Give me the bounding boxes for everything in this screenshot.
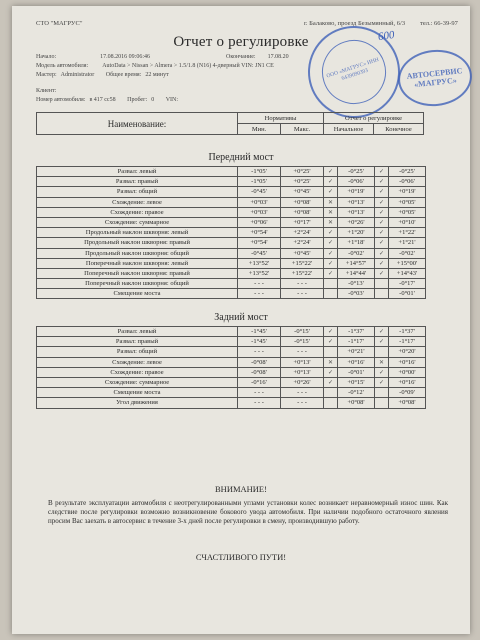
row-name: Развал: правый [37, 337, 238, 347]
warning-text: В результате эксплуатации автомобиля с неотрегулированными углами установки колес возникает неравномерный износ шин. Как следствие после регулировки возможно возникновение бокового увода автомобиля. При наличии подобного остаточного явления просим Вас заехать в автосервис в течение 3-х дней после регулировки в смену, производившую работу. [48, 499, 448, 525]
row-name: Смещение моста [37, 388, 238, 398]
row-min: -0°08' [238, 367, 281, 377]
table-row [37, 238, 426, 248]
row-initial: +14°57' [338, 258, 375, 268]
table-row [37, 327, 426, 337]
table-row [37, 337, 426, 347]
row-name: Развал: правый [37, 177, 238, 187]
col-min: Мин. [238, 124, 281, 135]
row-name: Поперечный наклон шкворня: левый [37, 258, 238, 268]
row-final-check: ✓ [375, 207, 389, 217]
row-min: -1°45' [238, 327, 281, 337]
oval-stamp: АВТОСЕРВИС «МАГРУС» [395, 46, 474, 109]
row-initial: -0°13' [338, 279, 375, 289]
table-row [37, 268, 426, 278]
row-min: +0°54' [238, 228, 281, 238]
row-initial: +0°13' [338, 197, 375, 207]
meta-start: Начало: 17.08.2016 09:06:46 [36, 54, 150, 60]
row-max: -0°15' [281, 337, 324, 347]
row-min: +13°52' [238, 268, 281, 278]
row-initial: +0°16' [338, 357, 375, 367]
row-final: -0°06' [389, 177, 426, 187]
row-initial: +0°21' [338, 347, 375, 357]
row-final-check: ✓ [375, 268, 389, 278]
row-name: Схождение: левое [37, 197, 238, 207]
row-initial-check: ✓ [324, 327, 338, 337]
table-row [37, 279, 426, 289]
col-norms: Нормативы [238, 113, 324, 124]
row-min: -0°08' [238, 357, 281, 367]
table-row [37, 367, 426, 377]
row-final: +0°05' [389, 207, 426, 217]
row-final: +0°08' [389, 398, 426, 408]
row-name: Поперечный наклон шкворня: общий [37, 279, 238, 289]
row-final: +0°20' [389, 347, 426, 357]
col-max: Макс. [281, 124, 324, 135]
col-initial: Начальное [324, 124, 374, 135]
row-name: Продольный наклон шкворня: правый [37, 238, 238, 248]
row-min: +13°52' [238, 258, 281, 268]
row-final: +14°43' [389, 268, 426, 278]
row-max: +0°25' [281, 177, 324, 187]
meta-plate: Номер автомобиля: в 417 сс58 Пробег: 0 VIN: [36, 97, 179, 103]
table-row [37, 187, 426, 197]
row-max: +2°24' [281, 238, 324, 248]
row-min: - - - [238, 347, 281, 357]
row-name: Поперечный наклон шкворня: правый [37, 268, 238, 278]
row-initial: -0°02' [338, 248, 375, 258]
row-min: +0°54' [238, 238, 281, 248]
row-min: -1°05' [238, 167, 281, 177]
row-initial-check: ✓ [324, 167, 338, 177]
row-final: +0°16' [389, 357, 426, 367]
row-max: +0°08' [281, 197, 324, 207]
row-final-check: ✓ [375, 167, 389, 177]
row-initial-check [324, 388, 338, 398]
row-max: - - - [281, 388, 324, 398]
rear-axle-table [36, 326, 426, 409]
row-initial-check: ✓ [324, 177, 338, 187]
row-initial: -0°06' [338, 177, 375, 187]
row-initial-check: ✕ [324, 207, 338, 217]
meta-master: Мастер: Administrator Общее время: 22 минут [36, 72, 169, 78]
row-min: - - - [238, 398, 281, 408]
row-initial: +1°20' [338, 228, 375, 238]
row-initial-check [324, 398, 338, 408]
row-max: +2°24' [281, 228, 324, 238]
row-final: -1°17' [389, 337, 426, 347]
row-final: +1°21' [389, 238, 426, 248]
row-initial: -0°12' [338, 388, 375, 398]
row-final-check: ✓ [375, 228, 389, 238]
table-row [37, 258, 426, 268]
row-final-check [375, 289, 389, 299]
row-max: +0°13' [281, 357, 324, 367]
row-name: Угол движения [37, 398, 238, 408]
table-row [37, 217, 426, 227]
row-initial: +0°08' [338, 398, 375, 408]
row-final-check: ✓ [375, 217, 389, 227]
col-name: Наименование: [37, 113, 238, 135]
row-name: Развал: левый [37, 327, 238, 337]
table-header [36, 112, 424, 135]
row-min: -0°16' [238, 377, 281, 387]
row-max: +0°45' [281, 187, 324, 197]
row-max: - - - [281, 289, 324, 299]
row-initial: -1°17' [338, 337, 375, 347]
row-final: -1°37' [389, 327, 426, 337]
row-final-check: ✓ [375, 327, 389, 337]
row-final-check: ✓ [375, 377, 389, 387]
meta-end: Окончание: 17.08.20 [226, 54, 289, 60]
row-name: Схождение: правое [37, 367, 238, 377]
row-max: +15°22' [281, 258, 324, 268]
rear-axle-title: Задний мост [214, 312, 268, 323]
row-final-check: ✓ [375, 177, 389, 187]
table-row [37, 207, 426, 217]
row-initial: -0°01' [338, 367, 375, 377]
row-final-check [375, 398, 389, 408]
row-initial: +1°18' [338, 238, 375, 248]
front-axle-title: Передний мост [208, 152, 274, 163]
row-max: +0°25' [281, 167, 324, 177]
row-name: Развал: общий [37, 187, 238, 197]
table-row [37, 398, 426, 408]
row-final-check: ✓ [375, 197, 389, 207]
row-name: Продольный наклон шкворня: левый [37, 228, 238, 238]
page-title: Отчет о регулировке [173, 34, 309, 50]
row-max: -0°15' [281, 327, 324, 337]
row-initial-check [324, 347, 338, 357]
row-max: +0°13' [281, 367, 324, 377]
row-final-check: ✓ [375, 367, 389, 377]
row-final-check [375, 279, 389, 289]
row-final: -0°17' [389, 279, 426, 289]
row-final-check: ✓ [375, 238, 389, 248]
row-initial-check: ✓ [324, 258, 338, 268]
row-final: -0°25' [389, 167, 426, 177]
row-name: Развал: общий [37, 347, 238, 357]
col-final: Конечное [374, 124, 424, 135]
row-max: +0°45' [281, 248, 324, 258]
table-row [37, 357, 426, 367]
row-initial: +0°15' [338, 377, 375, 387]
row-initial-check [324, 279, 338, 289]
row-initial: -0°03' [338, 289, 375, 299]
meta-model: Модель автомобиля: AutoData > Nissan > Almera > 1.5/1.8 (N16) 4-дверный VIN: JN1 CE [36, 63, 274, 69]
table-row [37, 177, 426, 187]
row-min: - - - [238, 279, 281, 289]
row-final: +0°10' [389, 217, 426, 227]
handwritten-note: 600 [377, 28, 396, 44]
row-max: - - - [281, 279, 324, 289]
row-max: - - - [281, 347, 324, 357]
row-initial: -0°25' [338, 167, 375, 177]
row-initial: +0°19' [338, 187, 375, 197]
row-initial-check: ✕ [324, 357, 338, 367]
row-max: +15°22' [281, 268, 324, 278]
row-initial-check: ✓ [324, 228, 338, 238]
table-row [37, 197, 426, 207]
row-min: -0°45' [238, 187, 281, 197]
row-max: - - - [281, 398, 324, 408]
row-name: Схождение: суммарное [37, 217, 238, 227]
row-final: -0°09' [389, 388, 426, 398]
round-stamp: ООО «МАГРУС» ИНН 6439090393 [296, 14, 412, 130]
row-name: Схождение: суммарное [37, 377, 238, 387]
front-axle-table [36, 166, 426, 299]
row-final: -0°01' [389, 289, 426, 299]
row-min: +0°03' [238, 197, 281, 207]
company-name: СТО "МАГРУС" [36, 20, 83, 27]
row-min: -1°45' [238, 337, 281, 347]
table-row [37, 377, 426, 387]
row-final-check [375, 388, 389, 398]
row-name: Схождение: левое [37, 357, 238, 367]
row-final-check: ✓ [375, 187, 389, 197]
row-final: -0°02' [389, 248, 426, 258]
table-row [37, 388, 426, 398]
row-min: -0°45' [238, 248, 281, 258]
row-min: +0°03' [238, 207, 281, 217]
table-row [37, 248, 426, 258]
row-min: -1°05' [238, 177, 281, 187]
table-row [37, 347, 426, 357]
row-final: +0°19' [389, 187, 426, 197]
row-initial: -1°37' [338, 327, 375, 337]
table-row [37, 228, 426, 238]
row-max: +0°17' [281, 217, 324, 227]
row-final: +15°00' [389, 258, 426, 268]
row-final-check: ✕ [375, 357, 389, 367]
company-address: г. Балаково, проезд Безымянный, 6/3 [304, 20, 406, 27]
row-initial-check [324, 289, 338, 299]
row-initial-check: ✕ [324, 197, 338, 207]
row-final-check: ✓ [375, 258, 389, 268]
row-final: +0°05' [389, 197, 426, 207]
row-initial-check: ✓ [324, 187, 338, 197]
row-initial-check: ✕ [324, 217, 338, 227]
row-min: - - - [238, 388, 281, 398]
row-max: +0°26' [281, 377, 324, 387]
goodbye-text: СЧАСТЛИВОГО ПУТИ! [195, 552, 287, 562]
row-initial-check: ✓ [324, 377, 338, 387]
row-max: +0°08' [281, 207, 324, 217]
company-phone: тел.: 66-39-97 [420, 20, 458, 27]
row-initial-check: ✓ [324, 268, 338, 278]
table-row [37, 289, 426, 299]
row-min: +0°06' [238, 217, 281, 227]
row-initial: +0°26' [338, 217, 375, 227]
row-final-check: ✓ [375, 337, 389, 347]
row-name: Продольный наклон шкворня: общий [37, 248, 238, 258]
row-initial: +14°44' [338, 268, 375, 278]
row-final: +0°00' [389, 367, 426, 377]
row-final-check [375, 347, 389, 357]
row-initial-check: ✓ [324, 248, 338, 258]
col-report: Отчет о регулировке [324, 113, 424, 124]
row-initial-check: ✓ [324, 367, 338, 377]
report-sheet [12, 6, 470, 634]
row-final: +1°22' [389, 228, 426, 238]
row-name: Смещение моста [37, 289, 238, 299]
warning-title: ВНИМАНИЕ! [215, 484, 267, 494]
table-row [37, 167, 426, 177]
row-name: Развал: левый [37, 167, 238, 177]
row-initial-check: ✓ [324, 337, 338, 347]
row-initial: +0°13' [338, 207, 375, 217]
row-min: - - - [238, 289, 281, 299]
row-final-check: ✓ [375, 248, 389, 258]
meta-client: Клиент: [36, 88, 57, 94]
row-initial-check: ✓ [324, 238, 338, 248]
row-final: +0°16' [389, 377, 426, 387]
row-name: Схождение: правое [37, 207, 238, 217]
